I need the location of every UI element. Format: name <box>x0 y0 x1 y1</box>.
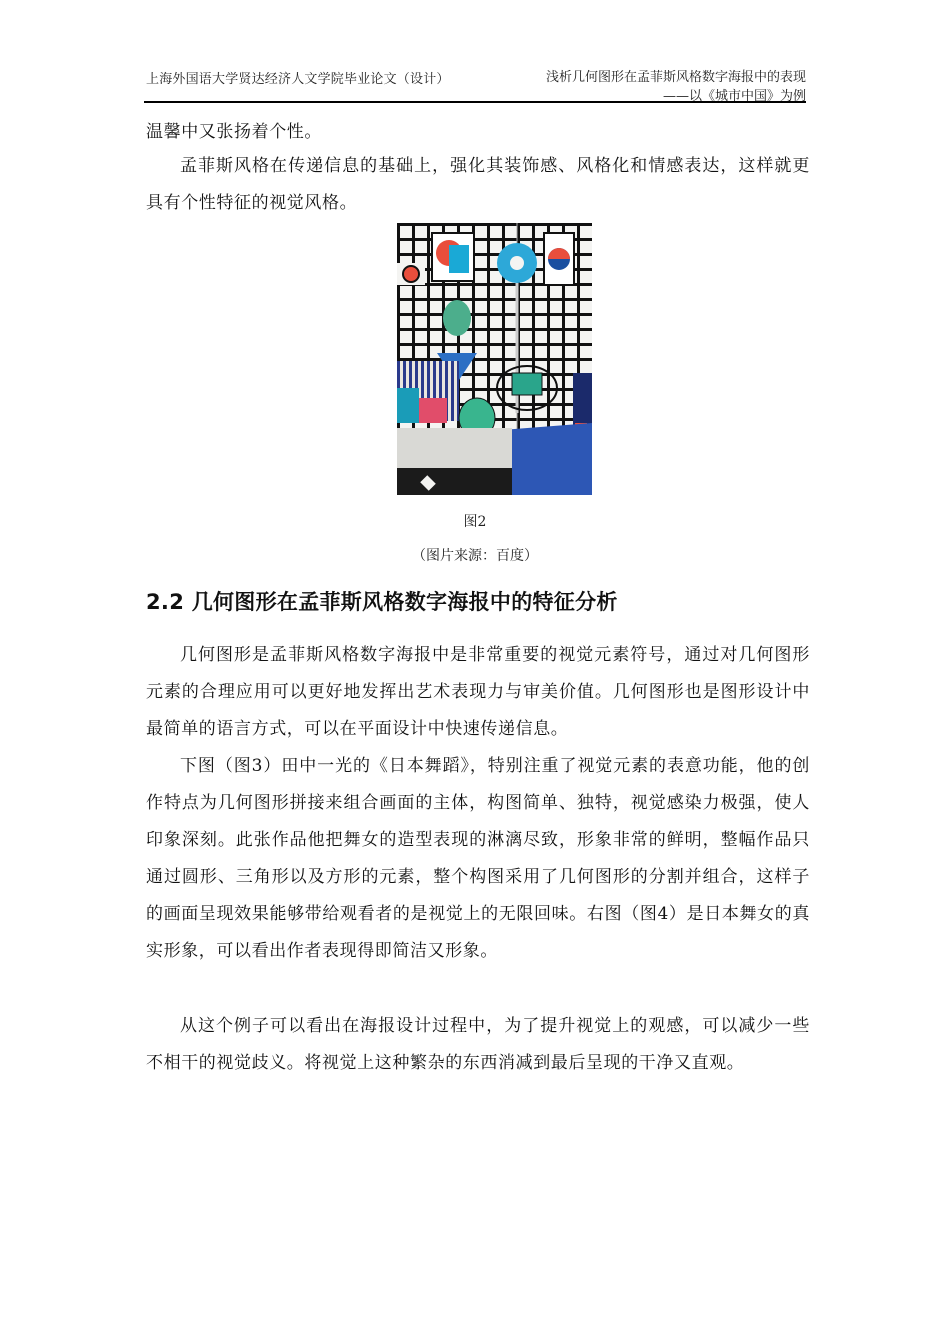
paragraph-memphis-style: 孟菲斯风格在传递信息的基础上，强化其装饰感、风格化和情感表达，这样就更具有个性特征的视觉风格。 <box>146 156 810 213</box>
header-rule <box>144 101 806 103</box>
figure-caption: 图2 <box>463 514 487 530</box>
paragraph-geometric-shapes: 几何图形是孟菲斯风格数字海报中是非常重要的视觉元素符号，通过对几何图形元素的合理应用可以更好地发挥出艺术表现力与审美价值。几何图形也是图形设计中最简单的语言方式，可以在平面设计中快速传递信息。 <box>146 645 810 739</box>
running-header-left: 上海外国语大学贤达经济人文学院毕业论文（设计） <box>146 72 450 87</box>
paragraph-continued: 温馨中又张扬着个性。 <box>146 122 322 142</box>
figure-source: （图片来源：百度） <box>412 548 538 564</box>
paragraph-tanaka-example: 下图（图3）田中一光的《日本舞蹈》，特别注重了视觉元素的表意功能，他的创作特点为几何图形拼接来组合画面的主体，构图简单、独特，视觉感染力极强，使人印象深刻。此张作品他把舞女的造型表现的淋漓尽致，形象非常的鲜明，整幅作品只通过圆形、三角形以及方形的元素，整个构图采用了几何图形的分割并组合，这样子的画面呈现效果能够带给观看者的是视觉上的无限回味。右图（图4）是日本舞女的真实形象，可以看出作者表现得即简洁又形象。 <box>146 756 810 961</box>
running-header-subtitle: ——以《城市中国》为例 <box>662 89 806 104</box>
memphis-room-illustration <box>397 223 592 495</box>
figure-memphis-room-photo <box>397 223 592 495</box>
running-header-title: 浅析几何图形在孟菲斯风格数字海报中的表现 <box>545 70 806 85</box>
section-heading: 2.2 几何图形在孟菲斯风格数字海报中的特征分析 <box>146 590 618 614</box>
paragraph-conclusion: 从这个例子可以看出在海报设计过程中，为了提升视觉上的观感，可以减少一些不相干的视觉歧义。将视觉上这种繁杂的东西消减到最后呈现的干净又直观。 <box>146 1016 810 1073</box>
